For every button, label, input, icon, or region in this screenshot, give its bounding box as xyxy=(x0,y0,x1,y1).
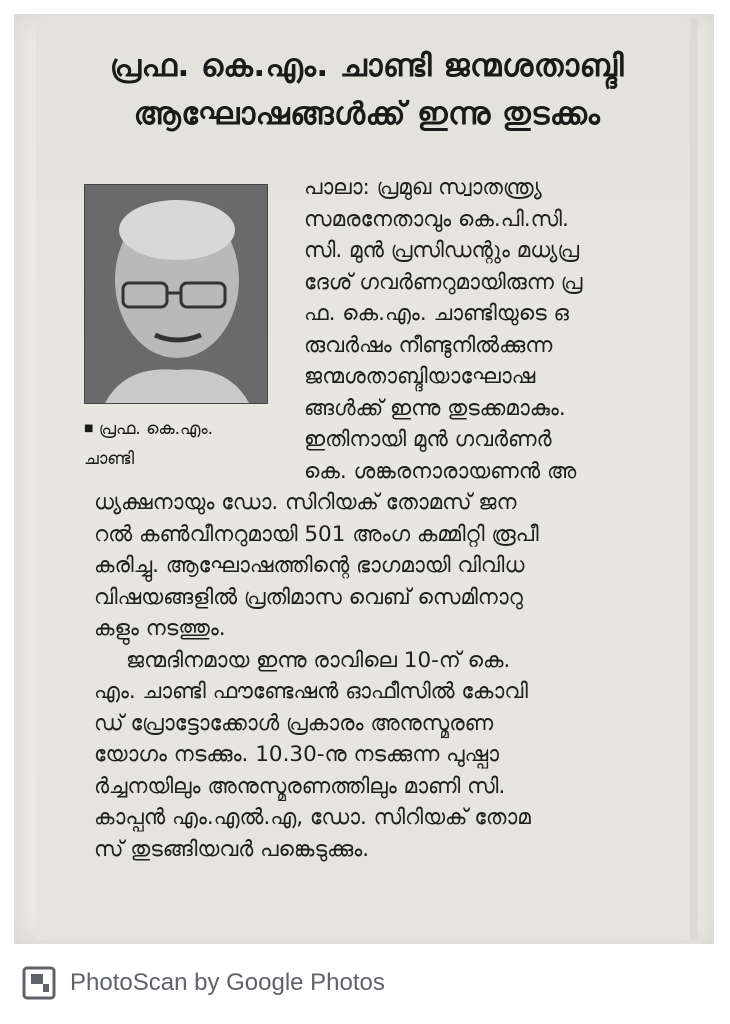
text-line: ധ്യക്ഷനായും ഡോ. സിറിയക് തോമസ് ജന xyxy=(94,490,517,515)
newspaper-clipping xyxy=(36,18,698,940)
text-line: സ് തുടങ്ങിയവർ പങ്കെടുക്കും. xyxy=(94,836,370,862)
text-line: രുവർഷം നീണ്ടുനിൽക്കുന്ന xyxy=(304,332,553,358)
article-body xyxy=(94,487,692,865)
text-line: ജന്മശതാബ്ദിയാഘോഷ xyxy=(304,364,536,389)
text-line: ഇതിനായി മുൻ ഗവർണർ xyxy=(304,427,552,452)
text-line: ഡ് പ്രോട്ടോക്കോൾ പ്രകാരം അനുസ്മരണ xyxy=(94,710,494,736)
headline-line-2: ആഘോഷങ്ങൾക്ക് ഇന്നു തുടക്കം xyxy=(133,96,601,132)
app-name: PhotoScan xyxy=(70,969,188,996)
text-line: വിഷയങ്ങളിൽ പ്രതിമാസ വെബ് സെമിനാറു xyxy=(94,584,523,610)
text-line: ർച്ചനയിലും അനുസ്മരണത്തിലും മാണി സി. xyxy=(94,773,506,799)
wrapped-text-column xyxy=(304,172,692,487)
photoscan-logo-icon xyxy=(22,966,56,1000)
text-line: പാലാ: പ്രമുഖ സ്വാതന്ത്ര്യ xyxy=(304,175,542,200)
caption-line-1: പ്രഫ. കെ.എം. xyxy=(98,419,213,439)
text-line: എം. ചാണ്ടി ഫൗണ്ടേഷൻ ഓഫീസിൽ കോവി xyxy=(94,679,528,704)
portrait-photo xyxy=(84,184,268,404)
by-google-photos: by Google Photos xyxy=(194,969,385,996)
text-line: സമരനേതാവും കെ.പി.സി. xyxy=(304,206,569,232)
text-line: കാപ്പൻ എം.എൽ.എ, ഡോ. സിറിയക് തോമ xyxy=(94,805,531,830)
text-line: കളും നടത്തും. xyxy=(94,616,226,641)
text-line: യോഗം നടക്കും. 10.30-നു നടക്കുന്ന പുഷ്പാ xyxy=(94,742,500,767)
text-line: ങ്ങൾക്ക് ഇന്നു തുടക്കമാകും. xyxy=(304,395,566,421)
text-line: റൽ കൺവീനറുമായി 501 അംഗ കമ്മിറ്റി രൂപീ xyxy=(94,521,539,547)
headline-line-1: പ്രഫ. കെ.എം. ചാണ്ടി ജന്മശതാബ്ദി xyxy=(109,48,625,84)
scanned-clipping xyxy=(14,14,714,944)
text-line: ജന്മദിനമായ ഇന്നു രാവിലെ 10-ന് കെ. xyxy=(126,647,511,673)
text-line: കെ. ശങ്കരനാരായണൻ അ xyxy=(304,458,577,484)
caption-line-2: ചാണ്ടി xyxy=(84,449,135,469)
photoscan-footer xyxy=(22,962,385,1004)
text-line: കരിച്ചു. ആഘോഷത്തിന്റെ ഭാഗമായി വിവിധ xyxy=(94,553,525,578)
text-line: ഫ. കെ.എം. ചാണ്ടിയുടെ ഒ xyxy=(304,301,569,326)
photo-caption: ■ പ്രഫ. കെ.എം. ചാണ്ടി xyxy=(84,414,282,474)
text-line: സി. മുൻ പ്രസിഡന്റും മധ്യപ്ര xyxy=(304,238,580,263)
text-line: ദേശ് ഗവർണറുമായിരുന്ന പ്ര xyxy=(304,269,583,295)
